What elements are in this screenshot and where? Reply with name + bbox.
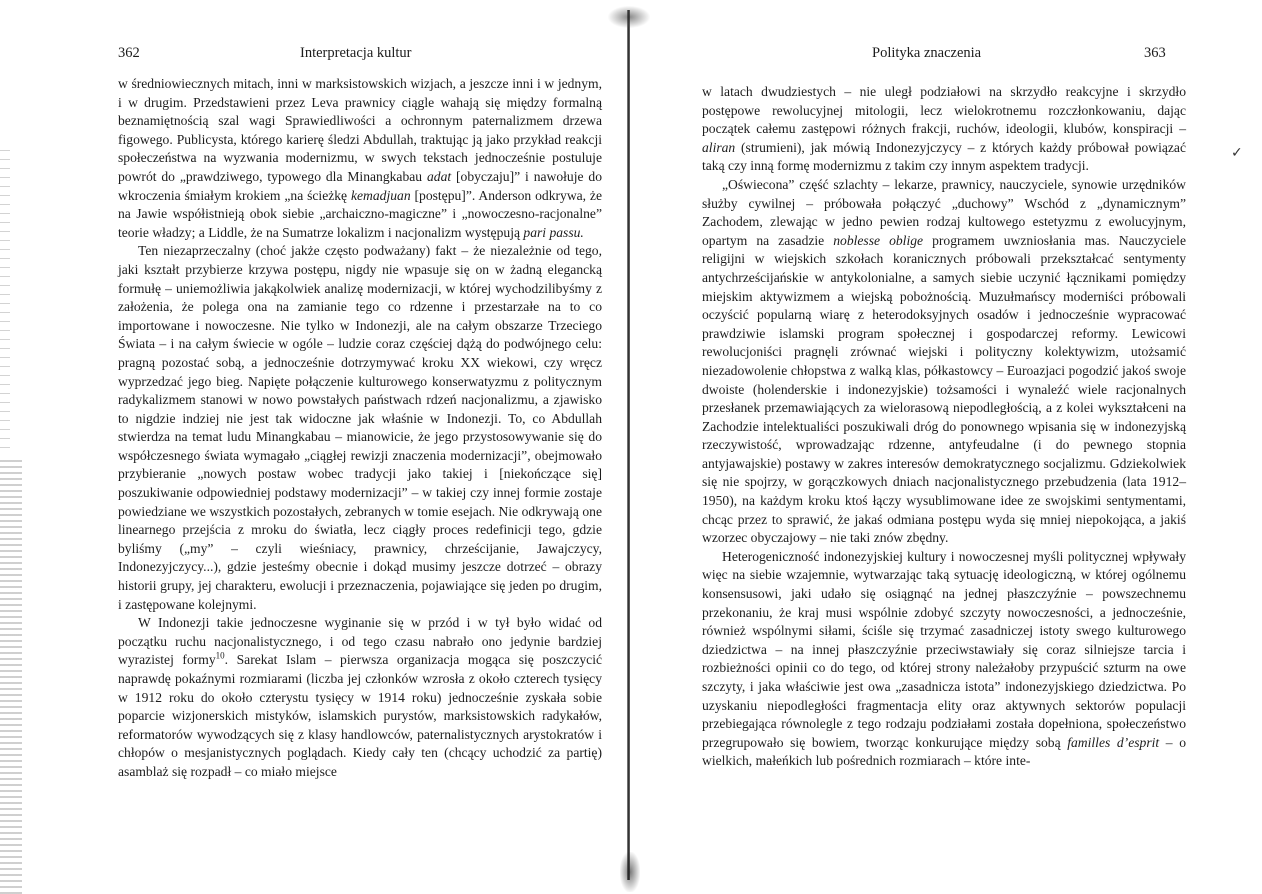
page-number-left: 362 xyxy=(118,45,140,61)
left-paragraph-2: Ten niezaprzeczalny (choć jakże często podważany) fakt – że niezależnie od tego, jaki kształt przybierze krzywa postępu, nigdy nie wpasuje się on w żadną elegancką formułę – uniemożliwia jakąkolwiek analizę modernizacji, w której wychodzilibyśmy z założenia, że polega ona na zamianie tego co rdzenne i przestarzałe na to co importowane i nowoczesne. Nie tylko w Indonezji, ale na całym obszarze Trzeciego Świata – i na całym świecie w ogóle – ludzie coraz częściej dążą do podwójnego celu: pragną pozostać sobą, a jednocześnie dotrzymywać kroku XX wiekowi, czy wręcz wyprzedzać jego bieg. Napięte połączenie kulturowego konserwatyzmu z politycznym radykalizmem stanowi w nowo powstałych państwach rdzeń nacjonalizmu, a zjawisko to nigdzie indziej nie jest tak widoczne jak właśnie w Indonezji. To, co Abdullah stwierdza na temat ludu Minangkabau – mianowicie, że jego przystosowywanie się do współczesnego świata wymagało „ciągłej rewizji znaczenia modernizacji”, obejmowało przybieranie „nowych postaw wobec tradycji jako takiej i [niekończące się] poszukiwanie odpowiedniej podstawy modernizacji” – w takiej czy innej formie zostaje powiedziane we wszystkich pozostałych, zebranych w tomie esejach. Nie odkrywają one linearnego przejścia z mroku do światła, lecz ciągły proces redefinicji tego, gdzie byliśmy („my” – czyli wieśniacy, prawnicy, chrześcijanie, Jawajczycy, Indonezyjczycy...), gdzie jesteśmy obecnie i dokąd musimy jeszcze dotrzeć – obrazy historii grupy, jej charakteru, ewolucji i przeznaczenia, pojawiające się jeden po drugim, i zastępowane kolejnymi. xyxy=(118,243,602,612)
page-edge-shadow-upper xyxy=(0,150,10,450)
left-page xyxy=(0,0,630,894)
right-paragraph-1: w latach dwudziestych – nie uległ podziałowi na skrzydło reakcyjne i skrzydło postępowe rewolucyjnej mitologii, lecz wielokrotnemu rozczłonkowaniu, dając początek całemu zastępowi różnych frakcji, ruchów, ideologii, klubów, konspiracji – aliran (strumieni), jak mówią Indonezyjczycy – z których każdy próbował powiązać taką czy inną formę modernizmu z takim czy innym aspektem tradycji. xyxy=(702,84,1186,174)
page-number-right: 363 xyxy=(1144,45,1166,61)
book-gutter xyxy=(627,10,630,880)
page-edge-shadow xyxy=(0,460,22,894)
left-body-text xyxy=(118,75,602,782)
running-title-right: Polityka znaczenia xyxy=(872,45,982,61)
footnote-ref-10: 10 xyxy=(215,650,225,661)
running-title-left: Interpretacja kultur xyxy=(300,45,412,61)
margin-pencil-mark-icon: ✓ xyxy=(1231,145,1243,161)
right-page xyxy=(632,0,1262,894)
right-body-text xyxy=(702,83,1186,771)
left-paragraph-3: W Indonezji takie jednoczesne wyginanie się w przód i w tył było widać od początku ruchu nacjonalistycznego, i od tego czasu nabrało ono jedynie bardziej wyrazistej formy$^{10}$. Sarekat Islam – pierwsza organizacja mogąca się poszczycić naprawdę pokaźnymi rozmiarami (liczba jej członków wzrosła z około czterech tysięcy w 1912 roku do około czterystu tysięcy w 1914 roku) jednocześnie zyskała sobie poparcie wizjonerskich mistyków, islamskich purystów, marksistowskich radykałów, reformatorów wywodzących się z klasy handlowców, paternalistycznych arystokratów i chłopów o mesjanistycznych poglądach. Kiedy cały ten (chcący uchodzić za partię) asamblaż się rozpadł – co miało miejsce xyxy=(118,615,603,779)
right-paragraph-2: „Oświecona” część szlachty – lekarze, prawnicy, nauczyciele, synowie urzędników służby cywilnej – próbowała połączyć „duchowy” Wschód z „dynamicznym” Zachodem, zlewając w jedno pewien rodzaj kultowego estetyzmu z ewolucyjnym, opartym na zasadzie noblesse oblige programem uwzniosłania mas. Nauczyciele religijni w wiejskich szkołach koranicznych próbowali przekształcać sentymenty antychrześcijańskie w antykolonialne, a samych siebie uczynić łącznikami pomiędzy miejskim aktywizmem a wiejską pobożnością. Muzułmańscy moderniści próbowali oczyścić popularną wiarę z heterodoksyjnych osadów i jednocześnie wypracować prawdziwie islamski program społecznej i gospodarczej reformy. Lewicowi rewolucjoniści pragnęli zrównać wiejski i polityczny kolektywizm, utożsamić niezadowolenie chłopstwa z walką klas, półkastowcy – Euroazjaci pogodzić jakoś swoje dwoiste (holenderskie i indonezyjskie) tożsamości i wynaleźć wiele racjonalnych przesłanek przemawiających za wielorasową niepodległością, a z kolei wykształceni na Zachodzie intelektualiści poszukiwali dróg do ponownego wpisania się w indonezyjską rzeczywistość, wprowadzając rdzenne, antyfeudalne (i do pewnego stopnia antyjawajskie) postawy w zakres interesów demokratycznego socjalizmu. Gdziekolwiek się nie spojrzy, w gorączkowych dniach nacjonalistycznego przebudzenia (lata 1912–1950), na każdym kroku ktoś łączy wysublimowane idee ze swojskimi sentymentami, chcąc przez to sprawić, że jakaś odmiana postępu wyda się mniej niepokojąca, a jakiś wzorzec obyczajowy – nie taki znów zbędny. xyxy=(702,176,1186,546)
right-paragraph-3: Heterogeniczność indonezyjskiej kultury i nowoczesnej myśli politycznej wpływały więc na siebie wzajemnie, wytwarzając taką sytuację ideologiczną, w której ogólnemu konsensusowi, jaki udało się osiągnąć na jednej płaszczyźnie – powszechnemu przekonaniu, że kraj musi wspólnie zdobyć szczyty nowoczesności, a jednocześnie, również wspólnymi siłami, ściśle się trzymać zasadniczej istoty swego kulturowego dziedzictwa – na innej płaszczyźnie przeciwstawiały się coraz silniejsze tarcia i rozbieżności opinii co do tego, od której strony należałoby przypuścić szturm na owe szczyty, i jaka właściwie jest owa „zasadnicza istota” indonezyjskiego dziedzictwa. Po uzyskaniu niepodległości fragmentacja elity oraz aktywnych sektorów populacji przebiegająca równolegle z tego rodzaju podziałami została dopełniona, społeczeństwo przegrupowało się bowiem, tworząc konkurujące między sobą familles d’esprit – o wielkich, małeńkich lub pośrednich rozmiarach – które inte- xyxy=(702,548,1187,769)
left-paragraph-1: w średniowiecznych mitach, inni w marksistowskich wizjach, a jeszcze inni i w jednym, i w drugim. Przedstawieni przez Leva prawnicy ciągle wahają się między formalną beznamiętnością szal wagi Sprawiedliwości a ochronnym paternalizmem drzewa figowego. Publicysta, którego karierę śledzi Abdullah, traktując ją jako przykład reakcji społeczeństwa na wyzwania modernizmu, w swych tekstach jednocześnie postuluje powrót do „prawdziwego, typowego dla Minangkabau adat [obyczaju]” i nawołuje do wkroczenia śmiałym krokiem „na ścieżkę kemadjuan [postępu]”. Anderson odkrywa, że na Jawie współistnieją obok siebie „archaiczno-magiczne” i „nowoczesno-racjonalne” teorie władzy; a Liddle, że na Sumatrze lokalizm i nacjonalizm występują pari passu. xyxy=(118,76,602,240)
